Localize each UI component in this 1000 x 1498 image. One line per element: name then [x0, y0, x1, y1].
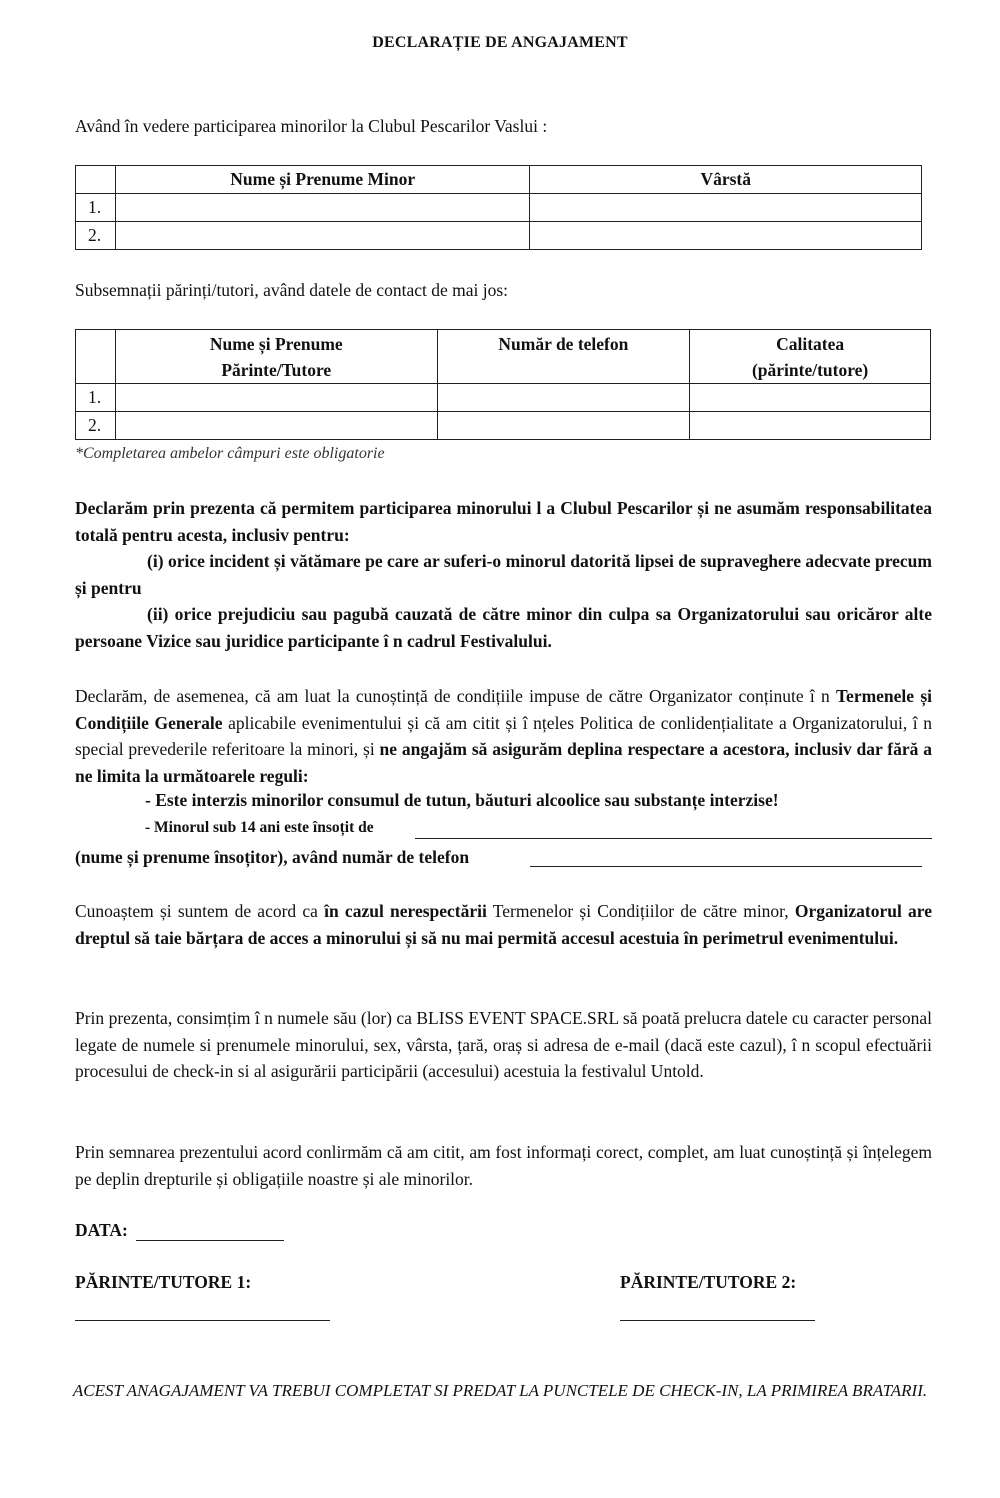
parent-name-field[interactable] — [115, 412, 437, 440]
breach-text-1: Cunoaștem și suntem de acord ca — [75, 901, 325, 921]
minor-name-field[interactable] — [115, 194, 530, 222]
row-number: 2. — [76, 222, 116, 250]
parent-role-field[interactable] — [690, 412, 931, 440]
minors-table-header — [76, 166, 922, 194]
parent-name-field[interactable] — [115, 384, 437, 412]
declaration-p2: (i) orice incident și vătămare pe care ar suferi-o minorul datorită lipsei de supraveghere adecvate precum și pentru — [75, 551, 932, 598]
footer-instruction: ACEST ANAGAJAMENT VA TREBUI COMPLETAT SI PREDAT LA PUNCTELE DE CHECK-IN, LA PRIMIREA BRATARII. — [72, 1381, 928, 1400]
confirm-paragraph: Prin semnarea prezentului acord conlirmăm că am citit, am fost informați corect, complet, am luat cunoștință și înțelegem pe deplin drepturile și obligațiile noastre și ale minorilor. — [75, 1142, 932, 1189]
parents-table — [75, 329, 931, 440]
minor-name-field[interactable] — [115, 222, 530, 250]
terms-link-text: Termenele și Condițiile Generale — [75, 686, 932, 733]
header-parent-name-line2: Părinte/Tutore — [221, 360, 332, 380]
conditions-commitment: ne angajăm să asigurăm deplina respectare a acestora, inclusiv dar fără a ne limita la următoarele reguli: — [75, 739, 932, 786]
mandatory-note: *Completarea ambelor câmpuri este obligatorie — [75, 445, 385, 462]
row-number: 1. — [76, 384, 116, 412]
header-role-line1: Calitatea — [776, 334, 845, 354]
minor-age-field[interactable] — [530, 222, 922, 250]
row-number: 1. — [76, 194, 116, 222]
parent2-label: PĂRINTE/TUTORE 2: — [620, 1272, 797, 1292]
table-row — [76, 384, 931, 412]
parent-role-field[interactable] — [690, 384, 931, 412]
companion-blank[interactable] — [415, 820, 932, 839]
table-row — [76, 222, 922, 250]
parent-phone-field[interactable] — [437, 412, 690, 440]
companion-phone-blank[interactable] — [530, 848, 922, 867]
header-cell-empty — [76, 330, 116, 384]
header-parent-name — [115, 330, 437, 384]
parent2-signature-blank[interactable] — [620, 1302, 815, 1321]
minor-age-field[interactable] — [530, 194, 922, 222]
date-label: DATA: — [75, 1220, 128, 1240]
parent-phone-field[interactable] — [437, 384, 690, 412]
breach-text-3: Termenelor și Condițiilor de către minor, — [486, 901, 795, 921]
rule-1: - Este interzis minorilor consumul de tutun, băuturi alcoolice sau substanțe interzise! — [145, 790, 779, 810]
minors-table — [75, 165, 922, 250]
parents-table-header — [76, 330, 931, 384]
document-title: DECLARAȚIE DE ANGAJAMENT — [372, 34, 628, 51]
breach-block — [75, 898, 932, 951]
header-phone-label: Număr de telefon — [498, 334, 629, 354]
rule-2-label: - Minorul sub 14 ani este însoțit de — [145, 819, 374, 836]
header-minor-name: Nume și Prenume Minor — [115, 166, 530, 194]
consent-paragraph: Prin prezenta, consimțim î n numele său (lor) ca BLISS EVENT SPACE.SRL să poată prelucra datele cu caracter personal legate de numele si prenumele minorului, sex, vârsta, țară, oraș si adresa de e-mail (dacă este cazul), î n scopul efectuării procesului de check-in si al asigurării participării (accesului) acestuia la festivalul Untold. — [75, 1008, 932, 1081]
table-row — [76, 412, 931, 440]
conditions-text-3: aplicabile evenimentului și că am citit și î nțeles Politica de conlidențialitate a Organizatorului, î n special prevederile referitoare la minori, și — [75, 712, 932, 759]
declaration-p3: (ii) orice prejudiciu sau pagubă cauzată de către minor din culpa sa Organizatorului sau oricăror alte persoane Vizice sau juridice participante î n cadrul Festivalului. — [75, 604, 932, 651]
breach-text-2: în cazul nerespectării — [324, 901, 487, 921]
breach-text-4: Organizatorul are dreptul să taie bărțara de acces a minorului și să nu mai permită accesul acestuia în perimetrul evenimentului. — [75, 901, 932, 948]
conditions-block — [75, 683, 932, 789]
rule-2-continuation: (nume și prenume însoțitor), având număr de telefon — [75, 847, 470, 867]
parent1-signature-blank[interactable] — [75, 1302, 330, 1321]
table-row — [76, 194, 922, 222]
declaration-block — [75, 495, 932, 654]
header-role — [690, 330, 931, 384]
header-age: Vârstă — [530, 166, 922, 194]
intro-text: Având în vedere participarea minorilor la Clubul Pescarilor Vaslui : — [75, 116, 548, 136]
parent1-label: PĂRINTE/TUTORE 1: — [75, 1272, 252, 1292]
row-number: 2. — [76, 412, 116, 440]
declaration-p1: Declarăm prin prezenta că permitem participarea minorului l a Clubul Pescarilor și ne asumăm responsabilitatea totală pentru acesta, inclusiv pentru: — [75, 498, 932, 545]
header-phone — [437, 330, 690, 384]
parents-intro-text: Subsemnații părinți/tutori, având datele de contact de mai jos: — [75, 280, 509, 300]
conditions-text-1: Declarăm, de asemenea, că am luat la cunoștință de condițiile impuse de către Organizator conținute î n — [75, 686, 836, 706]
header-role-line2: (părinte/tutore) — [751, 360, 869, 380]
header-cell-empty — [76, 166, 116, 194]
date-blank[interactable] — [136, 1222, 284, 1241]
header-parent-name-line1: Nume și Prenume — [209, 334, 343, 354]
